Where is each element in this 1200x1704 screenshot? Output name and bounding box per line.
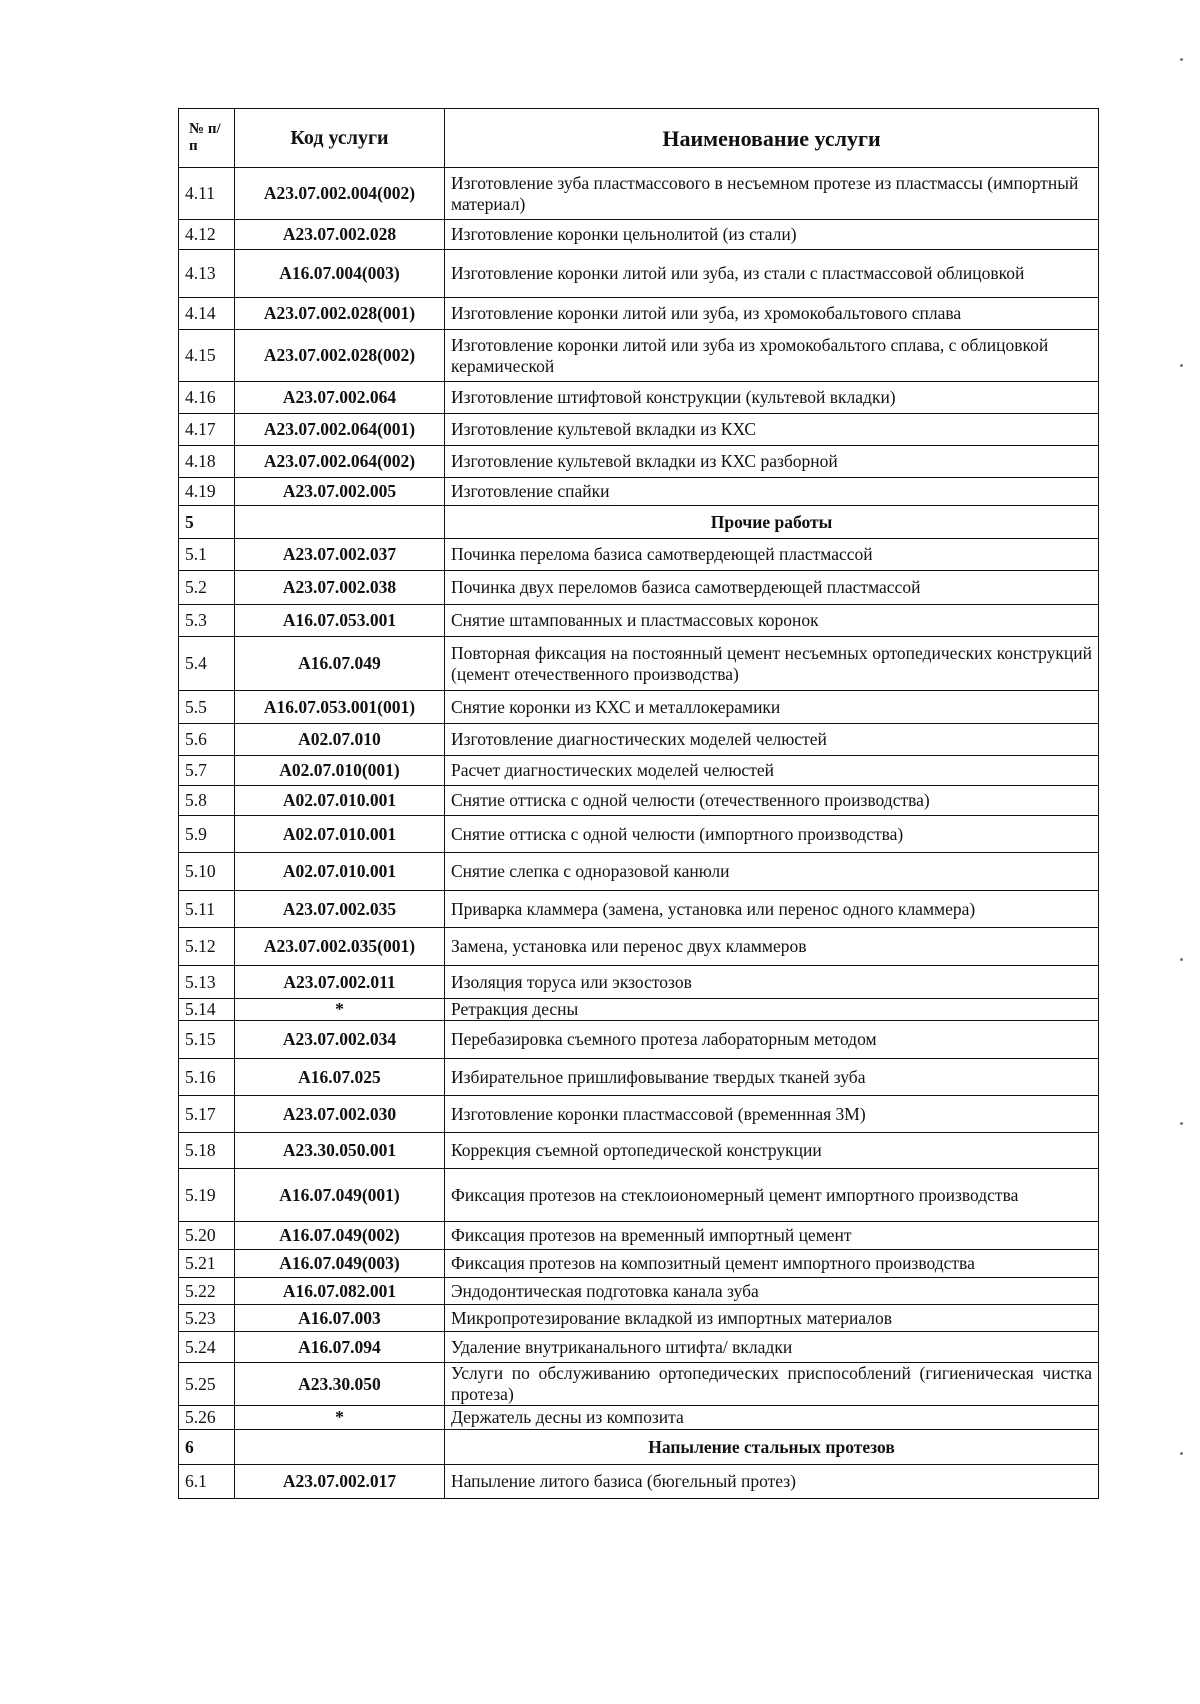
service-code: A23.07.002.017	[235, 1465, 445, 1499]
row-number: 5.26	[179, 1406, 235, 1430]
table-row	[179, 605, 1099, 637]
service-code: A23.07.002.028	[235, 220, 445, 250]
service-name: Приварка кламмера (замена, установка или перенос одного кламмера)	[445, 891, 1099, 928]
section-row	[179, 506, 1099, 539]
row-number: 4.19	[179, 478, 235, 506]
service-name: Починка перелома базиса самотвердеющей пластмассой	[445, 539, 1099, 571]
row-number: 5.14	[179, 999, 235, 1021]
service-name: Изготовление спайки	[445, 478, 1099, 506]
row-number: 5.10	[179, 853, 235, 891]
service-code: A23.07.002.034	[235, 1021, 445, 1059]
service-code: *	[235, 999, 445, 1021]
row-number: 4.12	[179, 220, 235, 250]
service-code: A23.07.002.028(002)	[235, 330, 445, 382]
table-row	[179, 250, 1099, 298]
section-title: Напыление стальных протезов	[445, 1430, 1099, 1465]
row-number: 4.14	[179, 298, 235, 330]
header-code: Код услуги	[235, 109, 445, 168]
service-code: A16.07.004(003)	[235, 250, 445, 298]
row-number: 5.21	[179, 1250, 235, 1278]
service-code: A16.07.049	[235, 637, 445, 691]
table-row	[179, 571, 1099, 605]
row-number: 5.24	[179, 1332, 235, 1363]
service-name: Ретракция десны	[445, 999, 1099, 1021]
scan-speck	[1180, 58, 1183, 61]
service-name: Напыление литого базиса (бюгельный протез)	[445, 1465, 1099, 1499]
row-number: 4.17	[179, 414, 235, 446]
row-number: 5.18	[179, 1133, 235, 1169]
service-name: Снятие слепка с одноразовой канюли	[445, 853, 1099, 891]
table-row	[179, 168, 1099, 220]
service-code	[235, 1430, 445, 1465]
service-name: Услуги по обслуживанию ортопедических приспособлений (гигиеническая чистка протеза)	[445, 1363, 1099, 1406]
row-number: 5.15	[179, 1021, 235, 1059]
service-name: Снятие оттиска с одной челюсти (импортного производства)	[445, 816, 1099, 853]
row-number: 5.25	[179, 1363, 235, 1406]
service-name: Изготовление диагностических моделей челюстей	[445, 724, 1099, 756]
table-row	[179, 756, 1099, 786]
service-code: A16.07.049(003)	[235, 1250, 445, 1278]
service-code: A02.07.010(001)	[235, 756, 445, 786]
table-row	[179, 330, 1099, 382]
row-number: 5.19	[179, 1169, 235, 1222]
row-number: 4.16	[179, 382, 235, 414]
service-name: Снятие оттиска с одной челюсти (отечественного производства)	[445, 786, 1099, 816]
table-row	[179, 382, 1099, 414]
row-number: 5.8	[179, 786, 235, 816]
service-code: A16.07.053.001	[235, 605, 445, 637]
service-name: Расчет диагностических моделей челюстей	[445, 756, 1099, 786]
service-name: Изготовление коронки литой или зуба, из стали с пластмассовой облицовкой	[445, 250, 1099, 298]
table-row	[179, 1059, 1099, 1096]
service-code: A23.07.002.038	[235, 571, 445, 605]
table-row	[179, 1133, 1099, 1169]
service-name: Изготовление коронки литой или зуба, из хромокобальтового сплава	[445, 298, 1099, 330]
row-number: 5.6	[179, 724, 235, 756]
table-row	[179, 853, 1099, 891]
service-code: A23.07.002.035	[235, 891, 445, 928]
table-row	[179, 637, 1099, 691]
service-code: A23.30.050	[235, 1363, 445, 1406]
service-name: Снятие штампованных и пластмассовых коронок	[445, 605, 1099, 637]
table-row	[179, 1021, 1099, 1059]
table-row	[179, 891, 1099, 928]
row-number: 5.4	[179, 637, 235, 691]
service-name: Изоляция торуса или экзостозов	[445, 966, 1099, 999]
row-number: 5.1	[179, 539, 235, 571]
table-row	[179, 1465, 1099, 1499]
table-row	[179, 220, 1099, 250]
table-row	[179, 298, 1099, 330]
service-code: A23.07.002.064(001)	[235, 414, 445, 446]
row-number: 4.15	[179, 330, 235, 382]
service-name: Изготовление зуба пластмассового в несъемном протезе из пластмассы (импортный материал)	[445, 168, 1099, 220]
service-name: Замена, установка или перенос двух кламмеров	[445, 928, 1099, 966]
service-name: Эндодонтическая подготовка канала зуба	[445, 1278, 1099, 1305]
row-number: 6	[179, 1430, 235, 1465]
service-code: A23.07.002.035(001)	[235, 928, 445, 966]
service-code: A23.07.002.011	[235, 966, 445, 999]
row-number: 5.5	[179, 691, 235, 724]
service-code: A16.07.094	[235, 1332, 445, 1363]
service-name: Изготовление коронки пластмассовой (временнная 3М)	[445, 1096, 1099, 1133]
table-row	[179, 1278, 1099, 1305]
table-row	[179, 1096, 1099, 1133]
service-code: A23.07.002.064(002)	[235, 446, 445, 478]
service-code: A23.07.002.028(001)	[235, 298, 445, 330]
service-name: Держатель десны из композита	[445, 1406, 1099, 1430]
service-name: Фиксация протезов на стеклоиономерный цемент импортного производства	[445, 1169, 1099, 1222]
service-name: Повторная фиксация на постоянный цемент несъемных ортопедических конструкций (цемент отечественного производства)	[445, 637, 1099, 691]
row-number: 5.17	[179, 1096, 235, 1133]
row-number: 5.7	[179, 756, 235, 786]
service-code: A23.07.002.037	[235, 539, 445, 571]
row-number: 5.16	[179, 1059, 235, 1096]
row-number: 6.1	[179, 1465, 235, 1499]
row-number: 4.18	[179, 446, 235, 478]
table-row	[179, 691, 1099, 724]
table-row	[179, 966, 1099, 999]
row-number: 5.23	[179, 1305, 235, 1332]
table-row	[179, 928, 1099, 966]
row-number: 5.22	[179, 1278, 235, 1305]
table-row	[179, 539, 1099, 571]
row-number: 4.11	[179, 168, 235, 220]
service-code: A02.07.010	[235, 724, 445, 756]
service-code	[235, 506, 445, 539]
scan-speck	[1180, 1452, 1183, 1455]
row-number: 5.9	[179, 816, 235, 853]
service-code: A23.07.002.005	[235, 478, 445, 506]
service-name: Изготовление коронки цельнолитой (из стали)	[445, 220, 1099, 250]
row-number: 5.2	[179, 571, 235, 605]
table-row	[179, 1332, 1099, 1363]
service-code: A16.07.049(002)	[235, 1222, 445, 1250]
service-name: Удаление внутриканального штифта/ вкладки	[445, 1332, 1099, 1363]
service-name: Изготовление культевой вкладки из КХС	[445, 414, 1099, 446]
service-name: Микропротезирование вкладкой из импортных материалов	[445, 1305, 1099, 1332]
row-number: 5.11	[179, 891, 235, 928]
row-number: 5.3	[179, 605, 235, 637]
header-name: Наименование услуги	[445, 109, 1099, 168]
row-number: 4.13	[179, 250, 235, 298]
scan-speck	[1180, 364, 1183, 367]
table-row	[179, 1222, 1099, 1250]
service-code: A23.07.002.004(002)	[235, 168, 445, 220]
service-name: Изготовление культевой вкладки из КХС разборной	[445, 446, 1099, 478]
service-name: Изготовление коронки литой или зуба из хромокобальтого сплава, с облицовкой керамической	[445, 330, 1099, 382]
service-code: A23.07.002.030	[235, 1096, 445, 1133]
service-name: Избирательное пришлифовывание твердых тканей зуба	[445, 1059, 1099, 1096]
service-name: Починка двух переломов базиса самотвердеющей пластмассой	[445, 571, 1099, 605]
table-row	[179, 1363, 1099, 1406]
row-number: 5.13	[179, 966, 235, 999]
service-code: A16.07.025	[235, 1059, 445, 1096]
table-row	[179, 1406, 1099, 1430]
header-number: № п/п	[179, 109, 235, 168]
table-row	[179, 786, 1099, 816]
service-name: Перебазировка съемного протеза лабораторным методом	[445, 1021, 1099, 1059]
table-row	[179, 1305, 1099, 1332]
service-code: A02.07.010.001	[235, 816, 445, 853]
service-code: A16.07.049(001)	[235, 1169, 445, 1222]
services-table	[178, 108, 1099, 1499]
section-title: Прочие работы	[445, 506, 1099, 539]
table-row	[179, 414, 1099, 446]
row-number: 5.20	[179, 1222, 235, 1250]
scan-speck	[1180, 1122, 1183, 1125]
service-code: A23.30.050.001	[235, 1133, 445, 1169]
row-number: 5.12	[179, 928, 235, 966]
service-code: A23.07.002.064	[235, 382, 445, 414]
service-code: A16.07.053.001(001)	[235, 691, 445, 724]
row-number: 5	[179, 506, 235, 539]
table-row	[179, 478, 1099, 506]
service-name: Фиксация протезов на композитный цемент импортного производства	[445, 1250, 1099, 1278]
service-code: A02.07.010.001	[235, 853, 445, 891]
scan-speck	[1180, 958, 1183, 961]
service-name: Коррекция съемной ортопедической конструкции	[445, 1133, 1099, 1169]
service-name: Снятие коронки из КХС и металлокерамики	[445, 691, 1099, 724]
service-code: A16.07.003	[235, 1305, 445, 1332]
service-code: A16.07.082.001	[235, 1278, 445, 1305]
service-code: A02.07.010.001	[235, 786, 445, 816]
table-row	[179, 1169, 1099, 1222]
table-row	[179, 999, 1099, 1021]
service-name: Изготовление штифтовой конструкции (культевой вкладки)	[445, 382, 1099, 414]
table-header-row	[179, 109, 1099, 168]
service-name: Фиксация протезов на временный импортный цемент	[445, 1222, 1099, 1250]
table-row	[179, 1250, 1099, 1278]
table-row	[179, 724, 1099, 756]
section-row	[179, 1430, 1099, 1465]
service-code: *	[235, 1406, 445, 1430]
table-row	[179, 446, 1099, 478]
table-row	[179, 816, 1099, 853]
